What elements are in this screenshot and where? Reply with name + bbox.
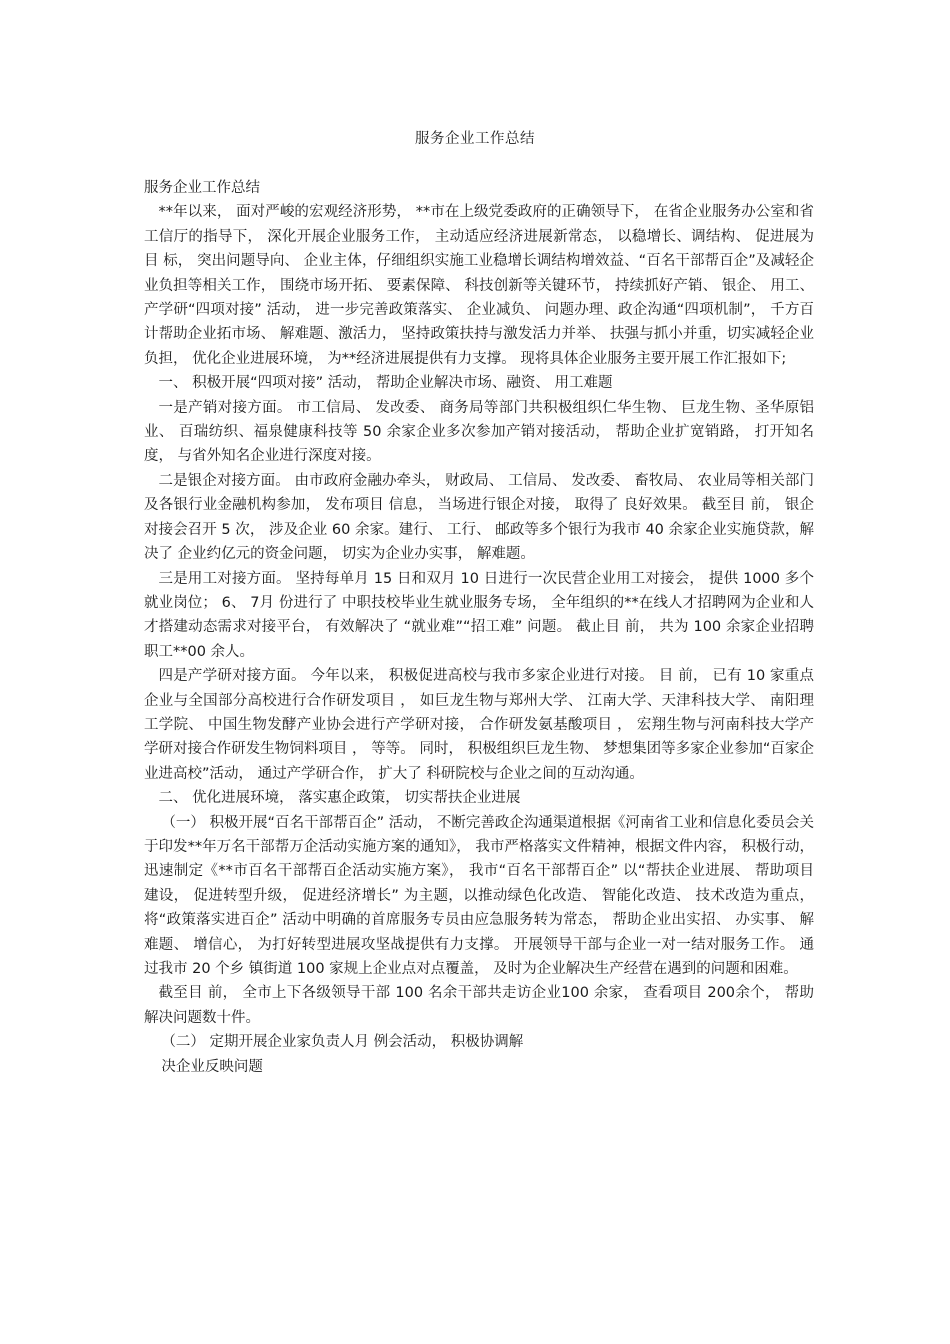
paragraph-intro: **年以来， 面对严峻的宏观经济形势， **市在上级党委政府的正确领导下， 在省企业服务办公室和省工信厅的指导下， 深化开展企业服务工作， 主动适应经济进展新常态， 以稳增长、调结构、 促进展为目 标， 突出问题导向、 企业主体，仔细组织实施工业稳增长调结构增效益、“百名干部帮百企”及减轻企业负担等相关工作， 围绕市场开拓、 要素保障、 科技创新等关键环节， 持续抓好产销、 银企、 用工、 产学研“四项对接” 活动， 进一步完善政策落实、 企业减负、 问题办理、政企沟通“四项机制”， 千方百计帮助企业拓市场、 解难题、激活力， 坚持政策扶持与激发活力并举、 扶强与抓小并重，切实减轻企业负担， 优化企业进展环境， 为**经济进展提供有力支撑。 现将具体企业服务主要开展工作汇报如下;	[144, 204, 814, 367]
section-heading-1: 一、 积极开展“四项对接” 活动， 帮助企业解决市场、融资、 用工难题	[158, 375, 613, 392]
paragraph-sales-matching: 一是产销对接方面。 市工信局、 发改委、 商务局等部门共积极组织仁华生物、 巨龙生物、圣华原铝业、 百瑞纺织、福泉健康科技等 50 余家企业多次参加产销对接活动， 帮助企业扩宽销路， 打开知名度， 与省外知名企业进行深度对接。	[144, 399, 814, 465]
paragraph-as-of-now: 截至目 前， 全市上下各级领导干部 100 名余干部共走访企业100 余家， 查看项目 200余个， 帮助解决问题数十件。	[144, 985, 814, 1026]
subsection-heading-2-continued: 决企业反映问题	[161, 1058, 263, 1075]
document-title: 服务企业工作总结	[415, 131, 535, 147]
document-body	[144, 176, 814, 1079]
paragraph-employment-matching: 三是用工对接方面。 坚持每单月 15 日和双月 10 日进行一次民营企业用工对接会， 提供 1000 多个就业岗位； 6、 7月 份进行了 中职技校毕业生就业服务专场， 全年组织的**在线人才招聘网为企业和人才搭建动态需求对接平台， 有效解决了 “就业难”“招工难” 问题。 截止目 前， 共为 100 余家企业招聘职工**00 余人。	[144, 570, 814, 660]
subsection-heading-2: （二） 定期开展企业家负责人月 例会活动， 积极协调解	[161, 1034, 524, 1051]
body-heading: 服务企业工作总结	[144, 180, 260, 196]
section-heading-2: 二、 优化进展环境， 落实惠企政策， 切实帮扶企业进展	[158, 790, 521, 807]
paragraph-hundred-cadres: （一） 积极开展“百名干部帮百企” 活动， 不断完善政企沟通渠道根据《河南省工业和信息化委员会关于印发**年万名干部帮万企活动实施方案的通知》， 我市严格落实文件精神，根据文件内容， 积极行动， 迅速制定《**市百名干部帮百企活动实施方案》， 我市“百名干部帮百企” 以“帮扶企业进展、 帮助项目 建设， 促进转型升级， 促进经济增长” 为主题，以推动绿色化改造、 智能化改造、 技术改造为重点， 将“政策落实进百企” 活动中明确的首席服务专员由应急服务转为常态， 帮助企业出实招、 办实事、 解难题、 增信心， 为打好转型进展攻坚战提供有力支撑。 开展领导干部与企业一对一结对服务工作。 通过我市 20 个乡 镇街道 100 家规上企业点对点覆盖， 及时为企业解决生产经营在遇到的问题和困难。	[144, 814, 814, 977]
paragraph-research-matching: 四是产学研对接方面。 今年以来， 积极促进高校与我市多家企业进行对接。 目 前， 已有 10 家重点企业与全国部分高校进行合作研发项目 ， 如巨龙生物与郑州大学、 江南大学、天津科技大学、 南阳理工学院、 中国生物发酵产业协会进行产学研对接， 合作研发氨基酸项目 ， 宏翔生物与河南科技大学产学研对接合作研发生物饲料项目 ， 等等。 同时， 积极组织巨龙生物、 梦想集团等多家企业参加“百家企业进高校”活动， 通过产学研合作， 扩大了 科研院校与企业之间的互动沟通。	[144, 668, 814, 782]
paragraph-bank-matching: 二是银企对接方面。 由市政府金融办牵头， 财政局、 工信局、 发改委、 畜牧局、 农业局等相关部门及各银行业金融机构参加， 发布项目 信息， 当场进行银企对接， 取得了 良好效果。 截至目 前， 银企对接会召开 5 次， 涉及企业 60 余家。建行、 工行、 邮政等多个银行为我市 40 余家企业实施贷款，解决了 企业约亿元的资金问题， 切实为企业办实事， 解难题。	[144, 472, 814, 563]
